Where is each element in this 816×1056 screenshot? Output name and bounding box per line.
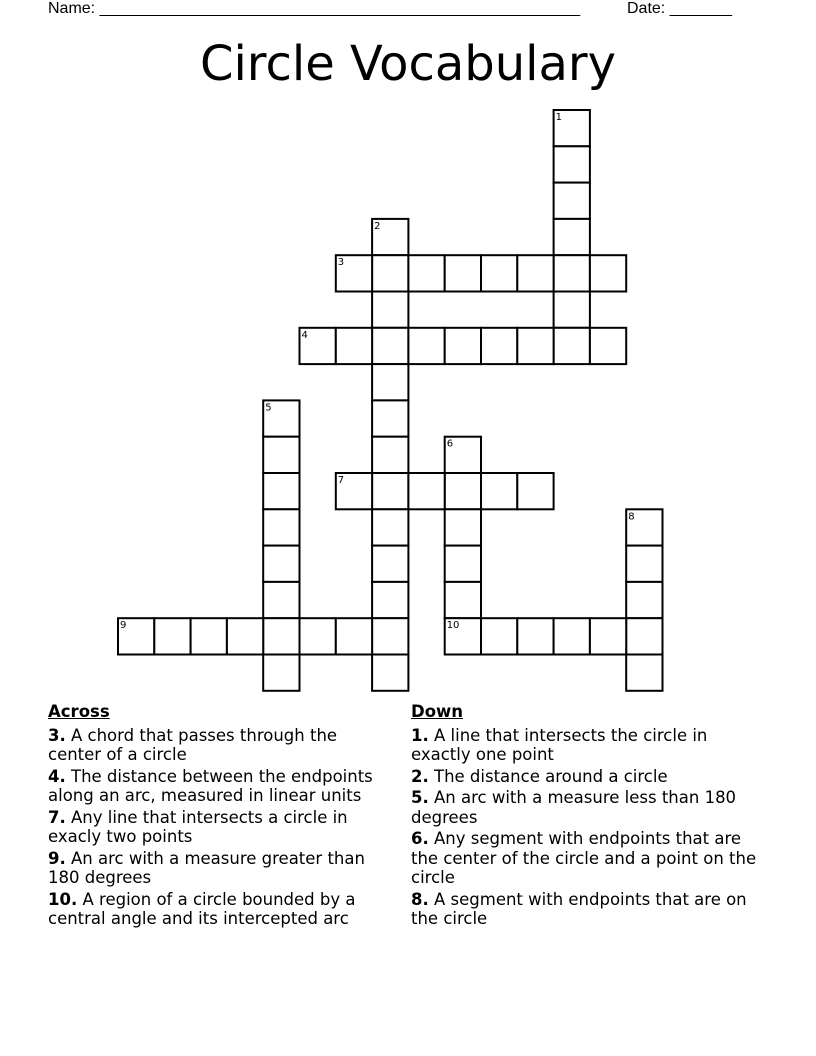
grid-cell[interactable] (445, 546, 481, 582)
down-heading: Down (411, 702, 464, 721)
page-title: Circle Vocabulary (199, 36, 617, 92)
clue-number: 10. (48, 889, 78, 909)
across-clue (48, 767, 388, 806)
grid-cell[interactable] (372, 473, 408, 509)
clue-number: 4. (48, 766, 66, 786)
grid-cell[interactable] (263, 655, 299, 691)
grid-cell[interactable] (445, 255, 481, 291)
grid-cell[interactable] (227, 618, 263, 654)
grid-cell[interactable] (372, 509, 408, 545)
clue-text: Any line that intersects a circle in exacly two points (48, 807, 348, 846)
across-clues (48, 702, 388, 931)
grid-cell[interactable] (263, 437, 299, 473)
grid-cell[interactable] (445, 328, 481, 364)
across-clue (48, 726, 388, 765)
grid-cell[interactable] (300, 618, 336, 654)
clue-number: 6. (411, 829, 429, 848)
grid-cell[interactable] (590, 328, 626, 364)
grid-cell[interactable] (263, 582, 299, 618)
date-field: Date: _______ (627, 0, 732, 17)
clue-number-label: 6 (446, 438, 454, 450)
grid-cell[interactable] (481, 328, 517, 364)
grid-cell[interactable] (372, 364, 408, 400)
grid-cell[interactable] (336, 328, 372, 364)
grid-cell[interactable] (554, 183, 590, 219)
grid-cell[interactable] (408, 328, 444, 364)
grid-cell[interactable] (191, 618, 227, 654)
grid-cell[interactable] (554, 328, 590, 364)
across-clue (48, 849, 388, 888)
clue-number: 7. (48, 807, 66, 827)
down-clue (411, 767, 771, 787)
grid-cell[interactable] (481, 473, 517, 509)
grid-cell[interactable] (626, 618, 662, 654)
clue-number: 1. (411, 725, 429, 745)
grid-cell[interactable] (372, 618, 408, 654)
name-field: Name: ______________________________________________________ (48, 0, 581, 17)
grid-cell[interactable] (263, 473, 299, 509)
clue-text: The distance between the endpoints along an arc, measured in linear units (48, 766, 373, 805)
grid-cell[interactable] (372, 437, 408, 473)
down-clue (411, 890, 771, 929)
grid-cell[interactable] (554, 255, 590, 291)
across-clue (48, 808, 388, 847)
clue-text: A chord that passes through the center of a circle (48, 725, 338, 764)
clue-number-label: 8 (628, 511, 635, 523)
clue-number: 5. (411, 788, 429, 807)
grid-cell[interactable] (554, 146, 590, 182)
grid-cell[interactable] (336, 618, 372, 654)
grid-cell[interactable] (372, 400, 408, 436)
grid-cell[interactable] (590, 618, 626, 654)
grid-cell[interactable] (372, 546, 408, 582)
grid-cell[interactable] (554, 292, 590, 328)
clue-text: A segment with endpoints that are on the circle (411, 889, 747, 928)
clue-text: The distance around a circle (434, 766, 668, 786)
grid-cell[interactable] (626, 546, 662, 582)
clue-number: 9. (48, 848, 66, 868)
clue-number: 3. (48, 725, 66, 745)
grid-cell[interactable] (517, 328, 553, 364)
clue-number-label: 10 (446, 620, 460, 632)
clue-number-label: 2 (374, 220, 381, 232)
clue-number: 2. (411, 766, 429, 786)
clue-text: An arc with a measure greater than 180 degrees (48, 848, 365, 887)
grid-cell[interactable] (445, 473, 481, 509)
down-clue (411, 788, 771, 827)
grid-cell[interactable] (372, 655, 408, 691)
grid-cell[interactable] (154, 618, 190, 654)
grid-cell[interactable] (517, 255, 553, 291)
grid-cell[interactable] (554, 618, 590, 654)
grid-cell[interactable] (626, 655, 662, 691)
clue-text: A line that intersects the circle in exactly one point (411, 725, 708, 764)
grid-cell[interactable] (372, 255, 408, 291)
clue-number-label: 3 (337, 257, 345, 269)
grid-cell[interactable] (408, 255, 444, 291)
grid-cell[interactable] (590, 255, 626, 291)
clue-text: A region of a circle bounded by a central angle and its intercepted arc (48, 889, 356, 928)
across-clue (48, 890, 388, 929)
across-heading: Across (48, 702, 110, 721)
grid-cell[interactable] (372, 582, 408, 618)
clue-number-label: 9 (120, 620, 127, 632)
grid-cell[interactable] (554, 219, 590, 255)
grid-cell[interactable] (445, 509, 481, 545)
down-clues (411, 702, 771, 931)
grid-cell[interactable] (263, 618, 299, 654)
grid-cell[interactable] (517, 618, 553, 654)
grid-cell[interactable] (517, 473, 553, 509)
grid-cell[interactable] (263, 509, 299, 545)
clue-number-label: 7 (337, 475, 345, 486)
down-clue (411, 726, 771, 765)
grid-cell[interactable] (408, 473, 444, 509)
clue-number-label: 5 (265, 402, 272, 414)
grid-cell[interactable] (372, 328, 408, 364)
down-clue (411, 829, 771, 888)
clue-text: An arc with a measure less than 180 degrees (411, 788, 737, 827)
clue-text: Any segment with endpoints that are the center of the circle and a point on the circle (411, 829, 757, 887)
clue-number: 8. (411, 889, 429, 909)
clue-number-label: 4 (301, 329, 308, 341)
grid-cell[interactable] (481, 618, 517, 654)
grid-cell[interactable] (372, 292, 408, 328)
grid-cell[interactable] (445, 582, 481, 618)
grid-cell[interactable] (626, 582, 662, 618)
clue-number-label: 1 (555, 112, 562, 123)
grid-cell[interactable] (263, 546, 299, 582)
grid-cell[interactable] (481, 255, 517, 291)
